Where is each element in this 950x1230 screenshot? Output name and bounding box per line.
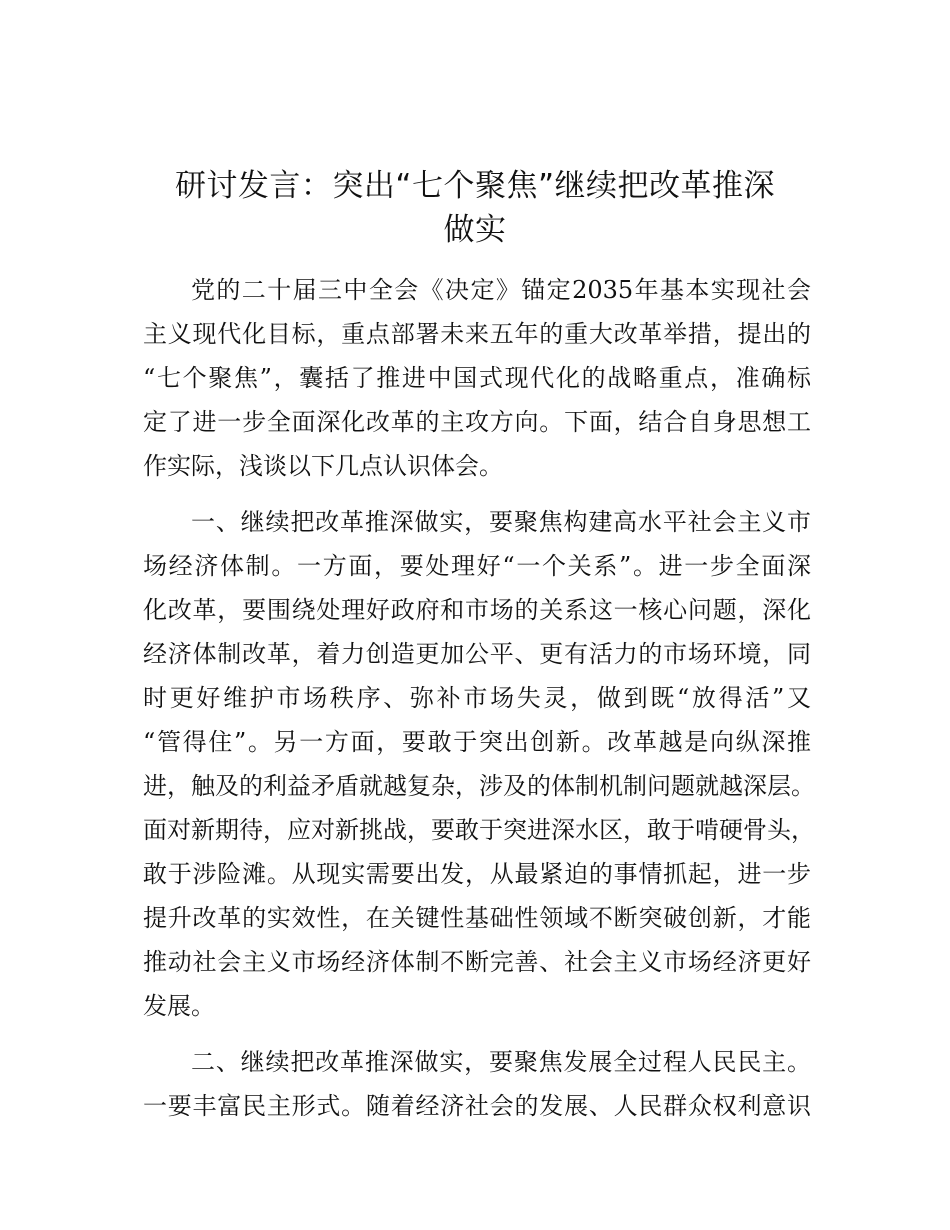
text-line: 二、继续把改革推深做实，要聚焦发展全过程人民民主。 (191, 1048, 811, 1076)
text-line: 党的二十届三中全会《决定》锚定2035年基本实现社会 (191, 276, 811, 304)
paragraph-intro (143, 268, 811, 488)
text-line: 推动社会主义市场经济体制不断完善、社会主义市场经济更好 (143, 948, 811, 976)
text-line: 作实际，浅谈以下几点认识体会。 (143, 452, 503, 480)
paragraph-section-2 (143, 1040, 811, 1128)
text-line: 一、继续把改革推深做实，要聚焦构建高水平社会主义市 (191, 508, 811, 536)
text-line: 进，触及的利益矛盾就越复杂，涉及的体制机制问题就越深层。 (143, 772, 815, 800)
text-line: 一要丰富民主形式。随着经济社会的发展、人民群众权利意识 (143, 1092, 811, 1120)
document-body (143, 268, 815, 1128)
title-line: 研讨发言：突出“七个聚焦”继续把改革推深 (174, 168, 776, 204)
text-line: 敢于涉险滩。从现实需要出发，从最紧迫的事情抓起，进一步 (143, 860, 811, 888)
text-line: 经济体制改革，着力创造更加公平、更有活力的市场环境，同 (143, 640, 811, 668)
text-line: 主义现代化目标，重点部署未来五年的重大改革举措，提出的 (143, 320, 811, 348)
paragraph-section-1 (143, 500, 815, 1028)
text-line: “管得住”。另一方面，要敢于突出创新。改革越是向纵深推 (143, 728, 811, 756)
text-line: 发展。 (143, 992, 215, 1020)
document-title (120, 164, 830, 252)
text-line: 场经济体制。一方面，要处理好“一个关系”。进一步全面深 (143, 552, 811, 580)
text-line: 化改革，要围绕处理好政府和市场的关系这一核心问题，深化 (143, 596, 811, 624)
title-line: 做实 (443, 212, 507, 248)
text-line: 时更好维护市场秩序、弥补市场失灵，做到既“放得活”又 (143, 684, 811, 712)
text-line: 提升改革的实效性，在关键性基础性领域不断突破创新，才能 (143, 904, 811, 932)
text-line: “七个聚焦”，囊括了推进中国式现代化的战略重点，准确标 (143, 364, 811, 392)
text-line: 面对新期待，应对新挑战，要敢于突进深水区，敢于啃硬骨头， (143, 816, 815, 844)
text-line: 定了进一步全面深化改革的主攻方向。下面，结合自身思想工 (143, 408, 811, 436)
